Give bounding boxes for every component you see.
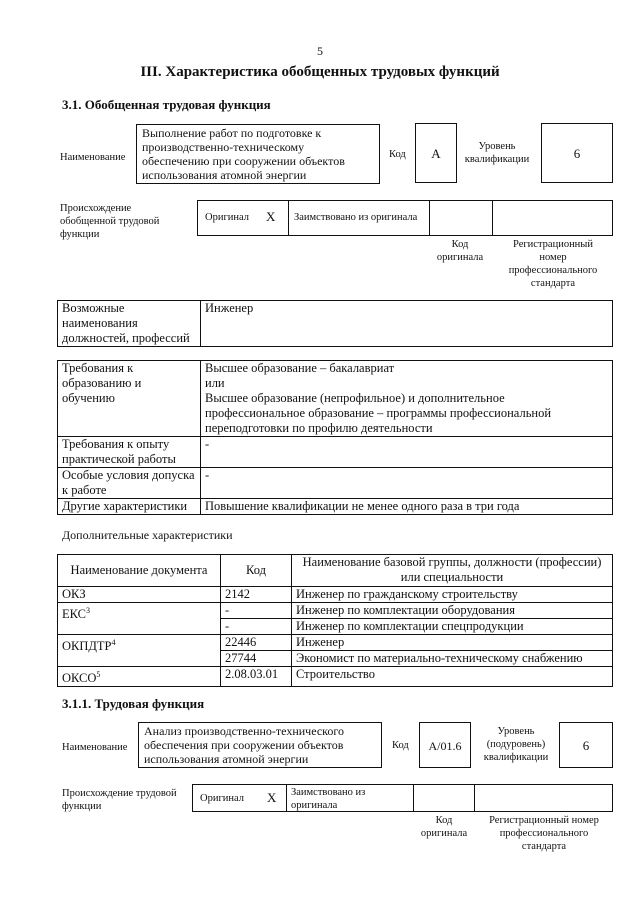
- col-header-name: Наименование базовой группы, должности (профессии) или специальности: [292, 555, 613, 587]
- req-line: или: [205, 376, 225, 390]
- additional-table: [57, 554, 613, 687]
- req-value: Повышение квалификации не менее одного раза в три года: [201, 499, 613, 515]
- page-number: 5: [317, 44, 323, 58]
- code-label: Код: [392, 740, 409, 751]
- table-row-doc: [58, 603, 221, 635]
- table-row-code: 2.08.03.01: [221, 667, 292, 687]
- table-row-code: 2142: [221, 587, 292, 603]
- req-line: Высшее образование (непрофильное) и дополнительное: [205, 391, 505, 405]
- table-row-name: Строительство: [292, 667, 613, 687]
- additional-title: Дополнительные характеристики: [62, 528, 233, 542]
- requirements-table: [57, 360, 613, 515]
- table-row-name: Инженер: [292, 635, 613, 651]
- table-row-doc: [58, 587, 221, 603]
- req-value: -: [201, 437, 613, 468]
- origin-code-caption: Код оригинала: [420, 815, 468, 839]
- table-row-code: -: [221, 603, 292, 619]
- origin-table: [197, 200, 613, 236]
- req-line: Высшее образование – бакалавриат: [205, 361, 395, 375]
- origin-label: Происхождение обобщенной трудовой функции: [60, 203, 160, 240]
- code-value-box: A: [415, 123, 457, 183]
- code-value-box: A/01.6: [419, 722, 471, 768]
- req-label: Особые условия допуска к работе: [58, 468, 201, 499]
- table-row-doc: [58, 667, 221, 687]
- borrowed-label: Заимствовано из оригинала: [294, 212, 418, 223]
- positions-label: Возможные наименования должностей, профессий: [58, 301, 201, 347]
- original-mark: X: [267, 790, 277, 805]
- page-heading: III. Характеристика обобщенных трудовых функций: [140, 64, 500, 80]
- col-header-doc: Наименование документа: [58, 555, 221, 587]
- table-row-name: Инженер по гражданскому строительству: [292, 587, 613, 603]
- req-value: [201, 361, 613, 437]
- level-value-box: 6: [541, 123, 613, 183]
- original-label: Оригинал: [205, 212, 249, 223]
- positions-value: Инженер: [201, 301, 613, 347]
- code-label: Код: [389, 149, 406, 160]
- origin-table: [192, 784, 613, 812]
- doc-name: ОКПДТР: [62, 639, 112, 654]
- original-mark: X: [266, 209, 276, 224]
- table-row-code: 22446: [221, 635, 292, 651]
- table-row-name: Инженер по комплектации оборудования: [292, 603, 613, 619]
- table-row-name: Инженер по комплектации спецпродукции: [292, 619, 613, 635]
- section-title: 3.1. Обобщенная трудовая функция: [62, 97, 271, 112]
- req-value: -: [201, 468, 613, 499]
- table-row-doc: [58, 635, 221, 667]
- function-name-box: Анализ производственно-технического обеспечения при сооружении объектов использования атомной энергии: [138, 722, 382, 768]
- doc-name: ЕКС: [62, 607, 86, 622]
- original-label: Оригинал: [200, 793, 244, 804]
- name-label: Наименование: [62, 742, 128, 753]
- footnote-ref: 5: [96, 670, 101, 679]
- req-label: Требования к образованию и обучению: [58, 361, 201, 437]
- function-name-box: Выполнение работ по подготовке к производственно-техническому обеспечению при сооружении объектов использования атомной энергии: [136, 124, 380, 184]
- col-header-code: Код: [221, 555, 292, 587]
- name-label: Наименование: [60, 152, 126, 163]
- positions-table: [57, 300, 613, 347]
- level-label: Уровень квалификации: [464, 141, 530, 165]
- doc-name: ОКЗ: [62, 587, 86, 601]
- footnote-ref: 4: [111, 638, 116, 647]
- reg-number-caption: Регистрационный номер профессионального стандарта: [489, 815, 599, 852]
- table-row-code: 27744: [221, 651, 292, 667]
- reg-number-caption: Регистрационный номер профессионального стандарта: [508, 239, 598, 289]
- req-label: Требования к опыту практической работы: [58, 437, 201, 468]
- footnote-ref: 3: [86, 606, 90, 615]
- level-label: Уровень (подуровень) квалификации: [483, 726, 549, 763]
- level-value-box: 6: [559, 722, 613, 768]
- req-line: переподготовки по профилю деятельности: [205, 421, 433, 435]
- table-row-code: -: [221, 619, 292, 635]
- req-line: профессиональное образование – программы профессиональной: [205, 406, 552, 420]
- subsection-title: 3.1.1. Трудовая функция: [62, 696, 205, 711]
- table-row-name: Экономист по материально-техническому снабжению: [292, 651, 613, 667]
- origin-label: Происхождение трудовой функции: [62, 788, 177, 812]
- borrowed-label: Заимствовано из оригинала: [291, 787, 366, 811]
- doc-name: ОКСО: [62, 671, 97, 686]
- req-label: Другие характеристики: [58, 499, 201, 515]
- origin-code-caption: Код оригинала: [436, 239, 484, 263]
